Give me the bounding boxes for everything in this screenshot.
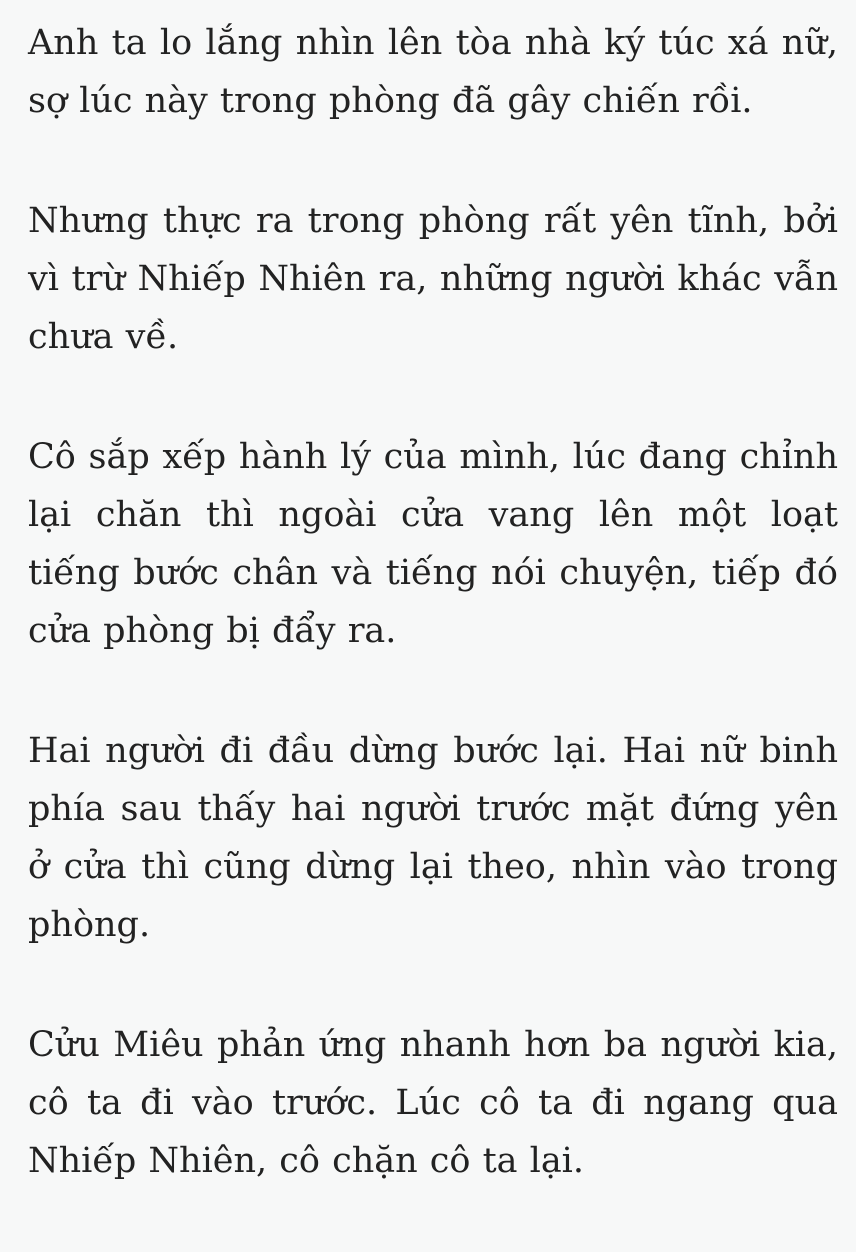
story-paragraph: Anh ta lo lắng nhìn lên tòa nhà ký túc xá nữ, sợ lúc này trong phòng đã gây chiến rồi. (28, 23, 838, 121)
story-paragraph: Cửu Miêu phản ứng nhanh hơn ba người kia, cô ta đi vào trước. Lúc cô ta đi ngang qua Nhiếp Nhiên, cô chặn cô ta lại. (28, 1025, 838, 1181)
story-paragraph: Cô sắp xếp hành lý của mình, lúc đang chỉnh lại chăn thì ngoài cửa vang lên một loạt tiếng bước chân và tiếng nói chuyện, tiếp đó cửa phòng bị đẩy ra. (28, 437, 838, 651)
story-paragraph: Nhưng thực ra trong phòng rất yên tĩnh, bởi vì trừ Nhiếp Nhiên ra, những người khác vẫn chưa về. (28, 201, 838, 357)
reading-content (28, 14, 838, 1252)
story-paragraph: Hai người đi đầu dừng bước lại. Hai nữ binh phía sau thấy hai người trước mặt đứng yên ở cửa thì cũng dừng lại theo, nhìn vào trong phòng. (28, 731, 838, 945)
